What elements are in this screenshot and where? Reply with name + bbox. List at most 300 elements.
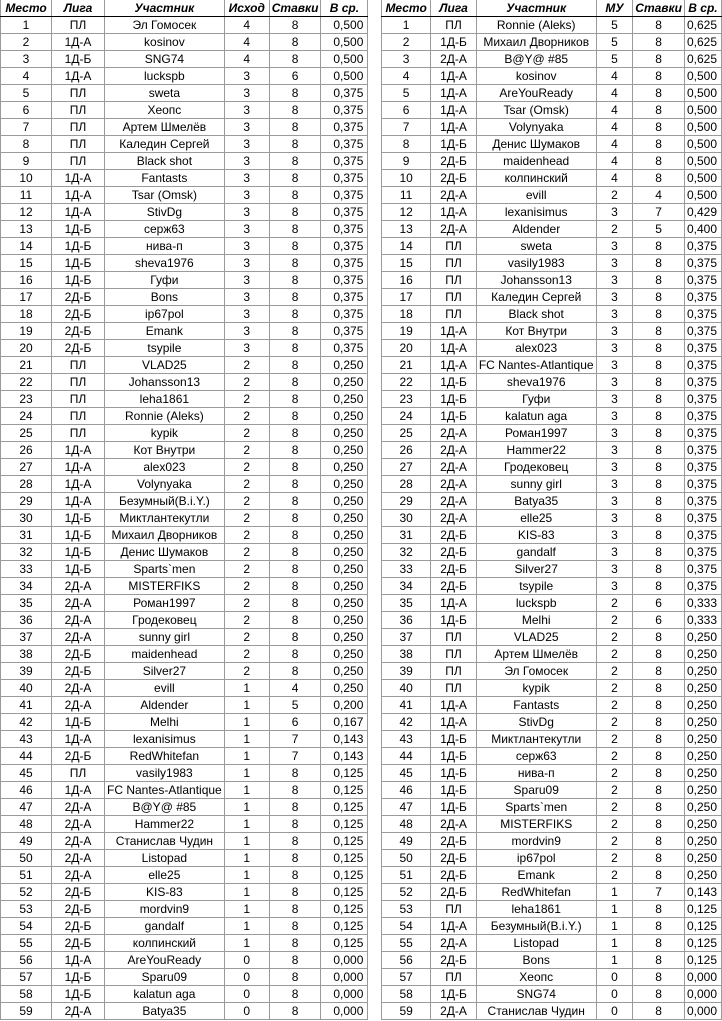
cell-score[interactable]: 1 <box>224 799 269 816</box>
cell-league[interactable]: 1Д-А <box>52 782 105 799</box>
cell-average[interactable]: 0,125 <box>684 901 721 918</box>
cell-place[interactable]: 35 <box>382 595 431 612</box>
cell-participant[interactable]: Fantasts <box>105 170 225 187</box>
cell-participant[interactable]: kosinov <box>476 68 596 85</box>
cell-average[interactable]: 0,625 <box>684 17 721 34</box>
cell-score[interactable]: 2 <box>596 663 633 680</box>
cell-bets[interactable]: 8 <box>269 340 321 357</box>
cell-score[interactable]: 2 <box>224 408 269 425</box>
cell-score[interactable]: 3 <box>224 119 269 136</box>
cell-participant[interactable]: evill <box>105 680 225 697</box>
cell-league[interactable]: 1Д-Б <box>52 714 105 731</box>
cell-league[interactable]: 2Д-А <box>431 510 477 527</box>
cell-place[interactable]: 14 <box>382 238 431 255</box>
cell-score[interactable]: 1 <box>224 901 269 918</box>
cell-average[interactable]: 0,375 <box>684 561 721 578</box>
cell-score[interactable]: 3 <box>224 170 269 187</box>
cell-average[interactable]: 0,125 <box>321 884 368 901</box>
cell-league[interactable]: 2Д-А <box>52 595 105 612</box>
cell-participant[interactable]: Tsar (Omsk) <box>105 187 225 204</box>
cell-score[interactable]: 2 <box>596 748 633 765</box>
cell-bets[interactable]: 8 <box>269 476 321 493</box>
cell-score[interactable]: 3 <box>596 578 633 595</box>
cell-average[interactable]: 0,000 <box>321 1003 368 1020</box>
cell-league[interactable]: ПЛ <box>431 17 477 34</box>
cell-participant[interactable]: SNG74 <box>476 986 596 1003</box>
cell-place[interactable]: 17 <box>382 289 431 306</box>
cell-league[interactable]: 2Д-А <box>52 697 105 714</box>
cell-place[interactable]: 54 <box>382 918 431 935</box>
cell-bets[interactable]: 8 <box>269 425 321 442</box>
cell-participant[interactable]: Эл Гомосек <box>105 17 225 34</box>
cell-score[interactable]: 3 <box>224 323 269 340</box>
cell-place[interactable]: 25 <box>1 425 52 442</box>
cell-average[interactable]: 0,375 <box>684 544 721 561</box>
cell-average[interactable]: 0,375 <box>321 272 368 289</box>
cell-score[interactable]: 4 <box>596 68 633 85</box>
cell-average[interactable]: 0,375 <box>684 493 721 510</box>
cell-participant[interactable]: RedWhitefan <box>476 884 596 901</box>
cell-score[interactable]: 2 <box>596 799 633 816</box>
cell-average[interactable]: 0,250 <box>684 646 721 663</box>
cell-place[interactable]: 21 <box>382 357 431 374</box>
cell-place[interactable]: 4 <box>1 68 52 85</box>
cell-league[interactable]: ПЛ <box>52 85 105 102</box>
cell-bets[interactable]: 6 <box>633 595 685 612</box>
cell-score[interactable]: 4 <box>596 85 633 102</box>
cell-score[interactable]: 3 <box>596 476 633 493</box>
cell-place[interactable]: 43 <box>382 731 431 748</box>
cell-league[interactable]: 2Д-Б <box>431 850 477 867</box>
cell-average[interactable]: 0,375 <box>684 408 721 425</box>
cell-average[interactable]: 0,375 <box>684 272 721 289</box>
cell-score[interactable]: 1 <box>224 918 269 935</box>
cell-average[interactable]: 0,000 <box>321 952 368 969</box>
cell-place[interactable]: 26 <box>1 442 52 459</box>
cell-average[interactable]: 0,143 <box>321 731 368 748</box>
cell-participant[interactable]: Sparts`men <box>105 561 225 578</box>
cell-score[interactable]: 1 <box>224 731 269 748</box>
cell-place[interactable]: 11 <box>382 187 431 204</box>
cell-average[interactable]: 0,250 <box>321 442 368 459</box>
cell-league[interactable]: 1Д-Б <box>52 527 105 544</box>
cell-league[interactable]: 1Д-А <box>52 493 105 510</box>
cell-participant[interactable]: Sparts`men <box>476 799 596 816</box>
cell-average[interactable]: 0,625 <box>684 51 721 68</box>
cell-bets[interactable]: 8 <box>269 816 321 833</box>
cell-league[interactable]: ПЛ <box>431 663 477 680</box>
cell-bets[interactable]: 8 <box>633 136 685 153</box>
cell-average[interactable]: 0,250 <box>684 680 721 697</box>
cell-score[interactable]: 3 <box>224 238 269 255</box>
cell-average[interactable]: 0,375 <box>321 85 368 102</box>
cell-score[interactable]: 3 <box>596 561 633 578</box>
cell-participant[interactable]: kypik <box>476 680 596 697</box>
cell-participant[interactable]: maidenhead <box>476 153 596 170</box>
cell-participant[interactable]: Ronnie (Aleks) <box>105 408 225 425</box>
cell-bets[interactable]: 8 <box>269 765 321 782</box>
cell-place[interactable]: 50 <box>1 850 52 867</box>
cell-league[interactable]: ПЛ <box>431 255 477 272</box>
cell-league[interactable]: 2Д-А <box>431 221 477 238</box>
cell-score[interactable]: 2 <box>596 680 633 697</box>
cell-score[interactable]: 1 <box>224 697 269 714</box>
cell-score[interactable]: 1 <box>224 782 269 799</box>
cell-participant[interactable]: Роман1997 <box>105 595 225 612</box>
cell-average[interactable]: 0,125 <box>321 850 368 867</box>
cell-place[interactable]: 37 <box>1 629 52 646</box>
cell-place[interactable]: 19 <box>1 323 52 340</box>
cell-score[interactable]: 3 <box>596 204 633 221</box>
header-bets[interactable]: Ставки <box>269 0 321 17</box>
cell-bets[interactable]: 8 <box>269 595 321 612</box>
cell-average[interactable]: 0,250 <box>321 510 368 527</box>
cell-place[interactable]: 29 <box>382 493 431 510</box>
cell-place[interactable]: 6 <box>382 102 431 119</box>
cell-score[interactable]: 5 <box>596 34 633 51</box>
cell-participant[interactable]: luckspb <box>476 595 596 612</box>
cell-league[interactable]: 2Д-Б <box>52 323 105 340</box>
cell-average[interactable]: 0,500 <box>321 17 368 34</box>
cell-league[interactable]: 1Д-Б <box>52 272 105 289</box>
cell-score[interactable]: 1 <box>224 680 269 697</box>
cell-place[interactable]: 55 <box>1 935 52 952</box>
cell-league[interactable]: 1Д-А <box>431 323 477 340</box>
cell-place[interactable]: 30 <box>382 510 431 527</box>
cell-participant[interactable]: Bons <box>105 289 225 306</box>
cell-average[interactable]: 0,375 <box>684 527 721 544</box>
cell-participant[interactable]: AreYouReady <box>105 952 225 969</box>
cell-bets[interactable]: 4 <box>633 187 685 204</box>
cell-participant[interactable]: Emank <box>476 867 596 884</box>
cell-score[interactable]: 3 <box>224 102 269 119</box>
cell-participant[interactable]: kalatun aga <box>476 408 596 425</box>
cell-participant[interactable]: Роман1997 <box>476 425 596 442</box>
header-average[interactable]: В ср. <box>684 0 721 17</box>
cell-participant[interactable]: колпинский <box>476 170 596 187</box>
cell-average[interactable]: 0,000 <box>684 969 721 986</box>
cell-league[interactable]: 1Д-А <box>52 459 105 476</box>
cell-bets[interactable]: 8 <box>633 1003 685 1020</box>
cell-bets[interactable]: 8 <box>269 986 321 1003</box>
cell-score[interactable]: 2 <box>224 459 269 476</box>
cell-participant[interactable]: Кот Внутри <box>476 323 596 340</box>
cell-participant[interactable]: нива-п <box>105 238 225 255</box>
cell-average[interactable]: 0,333 <box>684 612 721 629</box>
cell-score[interactable]: 3 <box>596 306 633 323</box>
cell-participant[interactable]: Эл Гомосек <box>476 663 596 680</box>
cell-score[interactable]: 2 <box>596 833 633 850</box>
cell-bets[interactable]: 8 <box>633 680 685 697</box>
cell-bets[interactable]: 8 <box>269 612 321 629</box>
cell-average[interactable]: 0,375 <box>321 238 368 255</box>
cell-place[interactable]: 16 <box>1 272 52 289</box>
cell-place[interactable]: 48 <box>382 816 431 833</box>
cell-bets[interactable]: 8 <box>269 799 321 816</box>
cell-score[interactable]: 2 <box>224 374 269 391</box>
cell-average[interactable]: 0,375 <box>321 170 368 187</box>
cell-bets[interactable]: 8 <box>633 357 685 374</box>
cell-bets[interactable]: 8 <box>269 1003 321 1020</box>
cell-participant[interactable]: Михаил Дворников <box>476 34 596 51</box>
cell-participant[interactable]: MISTERFIKS <box>105 578 225 595</box>
cell-bets[interactable]: 8 <box>269 663 321 680</box>
cell-score[interactable]: 2 <box>596 595 633 612</box>
cell-average[interactable]: 0,375 <box>684 238 721 255</box>
cell-place[interactable]: 10 <box>1 170 52 187</box>
cell-bets[interactable]: 8 <box>269 204 321 221</box>
cell-score[interactable]: 1 <box>224 884 269 901</box>
cell-average[interactable]: 0,250 <box>321 544 368 561</box>
cell-average[interactable]: 0,125 <box>321 935 368 952</box>
cell-bets[interactable]: 8 <box>269 238 321 255</box>
cell-participant[interactable]: Emank <box>105 323 225 340</box>
cell-bets[interactable]: 8 <box>269 323 321 340</box>
cell-place[interactable]: 20 <box>1 340 52 357</box>
cell-place[interactable]: 21 <box>1 357 52 374</box>
cell-place[interactable]: 17 <box>1 289 52 306</box>
cell-place[interactable]: 33 <box>382 561 431 578</box>
cell-participant[interactable]: MISTERFIKS <box>476 816 596 833</box>
cell-place[interactable]: 46 <box>1 782 52 799</box>
cell-league[interactable]: 1Д-Б <box>431 765 477 782</box>
cell-bets[interactable]: 8 <box>633 833 685 850</box>
cell-place[interactable]: 45 <box>382 765 431 782</box>
cell-score[interactable]: 4 <box>224 17 269 34</box>
cell-average[interactable]: 0,375 <box>684 476 721 493</box>
cell-average[interactable]: 0,375 <box>321 340 368 357</box>
cell-place[interactable]: 5 <box>1 85 52 102</box>
cell-league[interactable]: 2Д-А <box>431 51 477 68</box>
cell-participant[interactable]: sweta <box>476 238 596 255</box>
cell-place[interactable]: 23 <box>382 391 431 408</box>
cell-place[interactable]: 28 <box>382 476 431 493</box>
cell-bets[interactable]: 8 <box>633 170 685 187</box>
cell-place[interactable]: 12 <box>1 204 52 221</box>
cell-average[interactable]: 0,375 <box>321 221 368 238</box>
cell-place[interactable]: 37 <box>382 629 431 646</box>
cell-participant[interactable]: нива-п <box>476 765 596 782</box>
cell-bets[interactable]: 8 <box>633 102 685 119</box>
cell-participant[interactable]: Listopad <box>105 850 225 867</box>
cell-place[interactable]: 10 <box>382 170 431 187</box>
cell-participant[interactable]: Aldender <box>105 697 225 714</box>
cell-score[interactable]: 2 <box>224 629 269 646</box>
cell-average[interactable]: 0,333 <box>684 595 721 612</box>
cell-average[interactable]: 0,125 <box>321 918 368 935</box>
cell-league[interactable]: 1Д-Б <box>431 374 477 391</box>
cell-league[interactable]: 1Д-Б <box>431 612 477 629</box>
cell-place[interactable]: 12 <box>382 204 431 221</box>
cell-participant[interactable]: Гуфи <box>476 391 596 408</box>
cell-participant[interactable]: Volynyaka <box>476 119 596 136</box>
cell-place[interactable]: 3 <box>1 51 52 68</box>
cell-score[interactable]: 1 <box>224 850 269 867</box>
cell-place[interactable]: 3 <box>382 51 431 68</box>
cell-score[interactable]: 2 <box>224 493 269 510</box>
cell-bets[interactable]: 8 <box>269 527 321 544</box>
cell-bets[interactable]: 5 <box>269 697 321 714</box>
cell-score[interactable]: 2 <box>596 221 633 238</box>
cell-league[interactable]: ПЛ <box>431 289 477 306</box>
cell-participant[interactable]: alex023 <box>476 340 596 357</box>
cell-league[interactable]: 2Д-А <box>431 493 477 510</box>
cell-league[interactable]: 1Д-А <box>52 68 105 85</box>
cell-bets[interactable]: 8 <box>269 85 321 102</box>
cell-bets[interactable]: 8 <box>633 952 685 969</box>
cell-score[interactable]: 3 <box>596 544 633 561</box>
cell-score[interactable]: 1 <box>224 816 269 833</box>
cell-score[interactable]: 3 <box>224 306 269 323</box>
cell-score[interactable]: 3 <box>596 323 633 340</box>
cell-place[interactable]: 53 <box>382 901 431 918</box>
cell-league[interactable]: 2Д-А <box>52 629 105 646</box>
cell-place[interactable]: 31 <box>382 527 431 544</box>
cell-average[interactable]: 0,375 <box>684 357 721 374</box>
cell-participant[interactable]: Станислав Чудин <box>105 833 225 850</box>
cell-place[interactable]: 58 <box>1 986 52 1003</box>
cell-bets[interactable]: 5 <box>633 221 685 238</box>
cell-place[interactable]: 52 <box>382 884 431 901</box>
cell-score[interactable]: 3 <box>596 408 633 425</box>
cell-place[interactable]: 47 <box>382 799 431 816</box>
cell-score[interactable]: 3 <box>596 357 633 374</box>
cell-score[interactable]: 5 <box>596 17 633 34</box>
cell-place[interactable]: 51 <box>1 867 52 884</box>
cell-league[interactable]: 1Д-Б <box>431 136 477 153</box>
cell-participant[interactable]: lexanisimus <box>105 731 225 748</box>
cell-place[interactable]: 16 <box>382 272 431 289</box>
cell-score[interactable]: 3 <box>224 340 269 357</box>
cell-participant[interactable]: StivDg <box>476 714 596 731</box>
cell-bets[interactable]: 8 <box>269 493 321 510</box>
cell-score[interactable]: 2 <box>224 561 269 578</box>
cell-score[interactable]: 4 <box>596 136 633 153</box>
cell-average[interactable]: 0,375 <box>684 391 721 408</box>
cell-average[interactable]: 0,250 <box>684 714 721 731</box>
cell-place[interactable]: 41 <box>382 697 431 714</box>
cell-place[interactable]: 27 <box>1 459 52 476</box>
cell-league[interactable]: 1Д-Б <box>431 748 477 765</box>
cell-participant[interactable]: Johansson13 <box>105 374 225 391</box>
cell-bets[interactable]: 8 <box>633 510 685 527</box>
cell-bets[interactable]: 8 <box>633 578 685 595</box>
cell-league[interactable]: 1Д-Б <box>52 51 105 68</box>
cell-place[interactable]: 2 <box>382 34 431 51</box>
cell-league[interactable]: 2Д-Б <box>431 867 477 884</box>
cell-place[interactable]: 33 <box>1 561 52 578</box>
cell-place[interactable]: 39 <box>382 663 431 680</box>
cell-bets[interactable]: 8 <box>269 782 321 799</box>
cell-score[interactable]: 2 <box>596 187 633 204</box>
cell-participant[interactable]: sheva1976 <box>476 374 596 391</box>
cell-bets[interactable]: 8 <box>633 306 685 323</box>
cell-bets[interactable]: 8 <box>633 85 685 102</box>
cell-league[interactable]: ПЛ <box>52 136 105 153</box>
cell-participant[interactable]: lexanisimus <box>476 204 596 221</box>
cell-place[interactable]: 6 <box>1 102 52 119</box>
cell-place[interactable]: 24 <box>1 408 52 425</box>
cell-average[interactable]: 0,375 <box>321 289 368 306</box>
cell-average[interactable]: 0,500 <box>321 34 368 51</box>
cell-average[interactable]: 0,250 <box>321 476 368 493</box>
cell-league[interactable]: 2Д-А <box>431 442 477 459</box>
cell-participant[interactable]: Listopad <box>476 935 596 952</box>
cell-place[interactable]: 42 <box>1 714 52 731</box>
cell-bets[interactable]: 8 <box>633 816 685 833</box>
cell-average[interactable]: 0,625 <box>684 34 721 51</box>
cell-average[interactable]: 0,375 <box>684 306 721 323</box>
cell-score[interactable]: 2 <box>596 697 633 714</box>
cell-place[interactable]: 52 <box>1 884 52 901</box>
cell-participant[interactable]: Каледин Сергей <box>476 289 596 306</box>
cell-average[interactable]: 0,250 <box>321 612 368 629</box>
cell-place[interactable]: 9 <box>382 153 431 170</box>
cell-participant[interactable]: VLAD25 <box>105 357 225 374</box>
cell-place[interactable]: 46 <box>382 782 431 799</box>
cell-average[interactable]: 0,250 <box>321 663 368 680</box>
cell-bets[interactable]: 8 <box>633 527 685 544</box>
cell-score[interactable]: 3 <box>596 289 633 306</box>
cell-participant[interactable]: gandalf <box>476 544 596 561</box>
cell-participant[interactable]: vasily1983 <box>476 255 596 272</box>
cell-place[interactable]: 32 <box>1 544 52 561</box>
cell-league[interactable]: 2Д-Б <box>431 561 477 578</box>
header-bets[interactable]: Ставки <box>633 0 685 17</box>
cell-participant[interactable]: Миктлантекутли <box>476 731 596 748</box>
cell-average[interactable]: 0,250 <box>321 459 368 476</box>
cell-score[interactable]: 3 <box>224 204 269 221</box>
cell-league[interactable]: ПЛ <box>52 102 105 119</box>
cell-league[interactable]: 1Д-А <box>52 952 105 969</box>
cell-score[interactable]: 2 <box>224 442 269 459</box>
cell-average[interactable]: 0,250 <box>684 867 721 884</box>
cell-league[interactable]: ПЛ <box>431 629 477 646</box>
cell-place[interactable]: 56 <box>382 952 431 969</box>
cell-participant[interactable]: SNG74 <box>105 51 225 68</box>
cell-place[interactable]: 9 <box>1 153 52 170</box>
cell-league[interactable]: 2Д-А <box>431 425 477 442</box>
cell-participant[interactable]: B@Y@ #85 <box>105 799 225 816</box>
cell-participant[interactable]: Batya35 <box>105 1003 225 1020</box>
cell-place[interactable]: 7 <box>1 119 52 136</box>
cell-league[interactable]: ПЛ <box>52 374 105 391</box>
cell-bets[interactable]: 8 <box>633 408 685 425</box>
cell-participant[interactable]: StivDg <box>105 204 225 221</box>
cell-participant[interactable]: Ronnie (Aleks) <box>476 17 596 34</box>
cell-average[interactable]: 0,375 <box>684 578 721 595</box>
cell-participant[interactable]: Гуфи <box>105 272 225 289</box>
cell-average[interactable]: 0,429 <box>684 204 721 221</box>
cell-bets[interactable]: 8 <box>633 119 685 136</box>
cell-league[interactable]: 2Д-Б <box>52 901 105 918</box>
cell-bets[interactable]: 8 <box>633 51 685 68</box>
cell-score[interactable]: 3 <box>224 272 269 289</box>
cell-average[interactable]: 0,250 <box>684 765 721 782</box>
cell-league[interactable]: 1Д-Б <box>52 255 105 272</box>
cell-participant[interactable]: Batya35 <box>476 493 596 510</box>
cell-place[interactable]: 15 <box>382 255 431 272</box>
cell-participant[interactable]: Hammer22 <box>105 816 225 833</box>
cell-place[interactable]: 58 <box>382 986 431 1003</box>
cell-league[interactable]: 1Д-А <box>52 476 105 493</box>
cell-place[interactable]: 48 <box>1 816 52 833</box>
cell-league[interactable]: 1Д-Б <box>431 34 477 51</box>
cell-score[interactable]: 4 <box>596 170 633 187</box>
cell-score[interactable]: 1 <box>596 935 633 952</box>
cell-average[interactable]: 0,500 <box>684 170 721 187</box>
header-participant[interactable]: Участник <box>476 0 596 17</box>
